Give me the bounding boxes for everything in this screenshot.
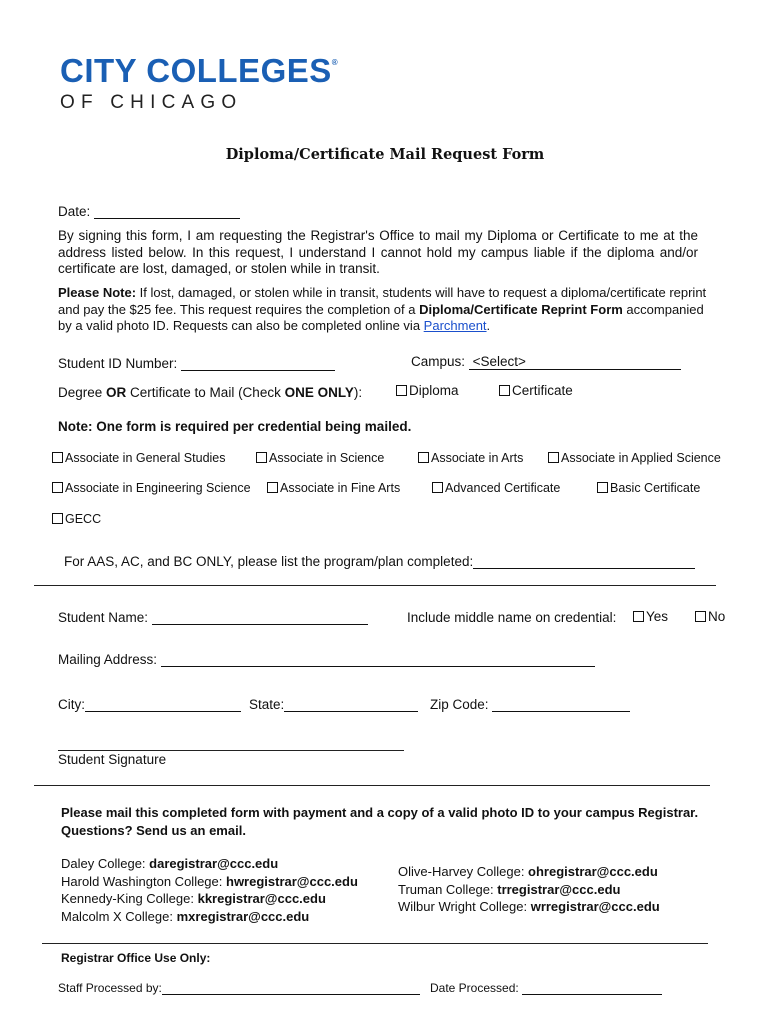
staff-processed-label: Staff Processed by: — [58, 981, 162, 995]
please-note-paragraph: Please Note: If lost, damaged, or stolen while in transit, students will have to request a diploma/certificate reprint and pay the $25 fee. This request requires the completion of a Diploma/Certificate Reprint Form accompanied by a valid photo ID. Requests can also be completed online via Parchment. — [58, 285, 707, 333]
city-row — [58, 697, 241, 712]
credential-option-ags[interactable]: Associate in General Studies — [52, 451, 226, 465]
checkbox[interactable] — [432, 482, 443, 493]
student-id-label: Student ID Number: — [58, 356, 178, 371]
campus-select[interactable] — [469, 354, 681, 370]
contact-item: Daley College: daregistrar@ccc.edu — [61, 856, 279, 871]
email-link[interactable]: mxregistrar@ccc.edu — [176, 908, 310, 924]
staff-processed-row — [58, 981, 420, 995]
divider — [34, 785, 710, 786]
yes-checkbox[interactable] — [633, 611, 644, 622]
contact-item: Malcolm X College: mxregistrar@ccc.edu — [61, 908, 310, 924]
credential-option-bc[interactable]: Basic Certificate — [597, 481, 700, 495]
zip-row — [430, 697, 630, 712]
credential-option-afa[interactable]: Associate in Fine Arts — [267, 481, 400, 495]
checkbox[interactable] — [256, 452, 267, 463]
credential-option-gecc[interactable]: GECC — [52, 512, 101, 526]
email-link[interactable]: wrregistrar@ccc.edu — [530, 899, 660, 914]
checkbox[interactable] — [267, 482, 278, 493]
contacts-left — [61, 855, 358, 925]
checkbox[interactable] — [52, 452, 63, 463]
campus-row — [411, 354, 681, 370]
state-row — [249, 697, 418, 712]
date-processed-label: Date Processed: — [430, 981, 519, 995]
program-label: For AAS, AC, and BC ONLY, please list the program/plan completed: — [64, 554, 474, 569]
date-processed-row — [430, 981, 662, 995]
checkbox[interactable] — [52, 513, 63, 524]
checkbox[interactable] — [548, 452, 559, 463]
email-link[interactable]: ohregistrar@ccc.edu — [528, 864, 658, 879]
contact-item: Wilbur Wright College: wrregistrar@ccc.edu — [398, 899, 660, 914]
please-note-lead: Please Note: — [58, 285, 137, 300]
contacts-right — [398, 863, 660, 916]
degree-type-row: Degree OR Certificate to Mail (Check ONE ONLY): — [58, 385, 363, 400]
please-note-text-2: accompanied by a valid photo ID. Requests can also be completed online via — [58, 301, 704, 333]
campus-label: Campus: — [411, 354, 466, 369]
diploma-option[interactable]: Diploma — [396, 383, 459, 398]
city-label: City: — [58, 697, 85, 712]
form-title: Diploma/Certificate Mail Request Form — [225, 146, 545, 163]
email-link[interactable]: kkregistrar@ccc.edu — [197, 891, 326, 906]
program-field[interactable] — [473, 555, 695, 569]
contact-item: Truman College: trregistrar@ccc.edu — [398, 881, 621, 897]
middle-name-row — [407, 610, 616, 625]
contact-item: Harold Washington College: hwregistrar@ccc.edu — [61, 873, 358, 889]
email-link[interactable]: daregistrar@ccc.edu — [149, 856, 279, 871]
student-id-field[interactable] — [181, 357, 335, 371]
zip-field[interactable] — [492, 698, 630, 712]
student-name-label: Student Name: — [58, 610, 149, 625]
contact-item: Kennedy-King College: kkregistrar@ccc.edu — [61, 891, 326, 906]
zip-label: Zip Code: — [430, 697, 489, 712]
mailing-address-row — [58, 652, 595, 667]
mailing-address-field[interactable] — [161, 653, 595, 667]
reprint-form-name: Diploma/Certificate Reprint Form — [419, 301, 623, 317]
date-row — [58, 204, 240, 219]
credential-option-ac[interactable]: Advanced Certificate — [432, 481, 560, 495]
student-name-field[interactable] — [152, 611, 368, 625]
intro-paragraph: By signing this form, I am requesting the Registrar's Office to mail my Diploma or Certificate to me at the address listed below. In this request, I understand I cannot hold my campus liable if the diploma and/or certificate are lost, damaged, or stolen while in transit. — [58, 228, 698, 276]
state-label: State: — [249, 697, 285, 712]
please-note-text: If lost, damaged, or stolen while in transit, students will have to request a diploma/certificate reprint and pay the $25 fee. This request requires the completion of a — [58, 285, 707, 317]
middle-name-label: Include middle name on credential: — [407, 610, 617, 625]
date-label: Date: — [58, 204, 91, 219]
credential-option-aas[interactable]: Associate in Applied Science — [548, 451, 721, 465]
diploma-checkbox[interactable] — [396, 385, 407, 396]
certificate-option[interactable]: Certificate — [499, 383, 573, 398]
date-field[interactable] — [94, 205, 240, 219]
credential-option-aes[interactable]: Associate in Engineering Science — [52, 481, 251, 495]
mailing-address-label: Mailing Address: — [58, 652, 158, 667]
signature-line[interactable] — [58, 750, 404, 751]
middle-name-yes-option[interactable]: Yes — [633, 609, 668, 624]
office-use-heading: Registrar Office Use Only: — [61, 951, 211, 965]
contact-item: Olive-Harvey College: ohregistrar@ccc.edu — [398, 864, 658, 879]
certificate-checkbox[interactable] — [499, 385, 510, 396]
divider — [42, 943, 708, 944]
campus-select-value: <Select> — [472, 354, 526, 369]
state-field[interactable] — [284, 698, 418, 712]
middle-name-no-option[interactable]: No — [695, 609, 725, 624]
divider — [34, 585, 716, 586]
checkbox[interactable] — [418, 452, 429, 463]
program-row — [64, 554, 695, 569]
checkbox[interactable] — [597, 482, 608, 493]
credential-option-aa[interactable]: Associate in Arts — [418, 451, 523, 465]
email-link[interactable]: trregistrar@ccc.edu — [497, 881, 621, 897]
staff-processed-field[interactable] — [162, 981, 420, 995]
student-name-row — [58, 610, 368, 625]
city-field[interactable] — [85, 698, 241, 712]
parchment-link[interactable]: Parchment — [423, 318, 487, 333]
signature-label: Student Signature — [58, 752, 167, 767]
mail-instruction: Please mail this completed form with payment and a copy of a valid photo ID to your campus Registrar. Questions? Send us an email. — [61, 805, 699, 838]
student-id-row — [58, 356, 335, 371]
one-form-note: Note: One form is required per credential being mailed. — [58, 419, 412, 434]
date-processed-field[interactable] — [522, 981, 662, 995]
email-link[interactable]: hwregistrar@ccc.edu — [226, 873, 358, 889]
logo-wordmark: CITY COLLEGES® — [60, 52, 339, 89]
no-checkbox[interactable] — [695, 611, 706, 622]
credential-option-as[interactable]: Associate in Science — [256, 451, 384, 465]
checkbox[interactable] — [52, 482, 63, 493]
logo-subtitle: OF CHICAGO — [60, 92, 243, 113]
